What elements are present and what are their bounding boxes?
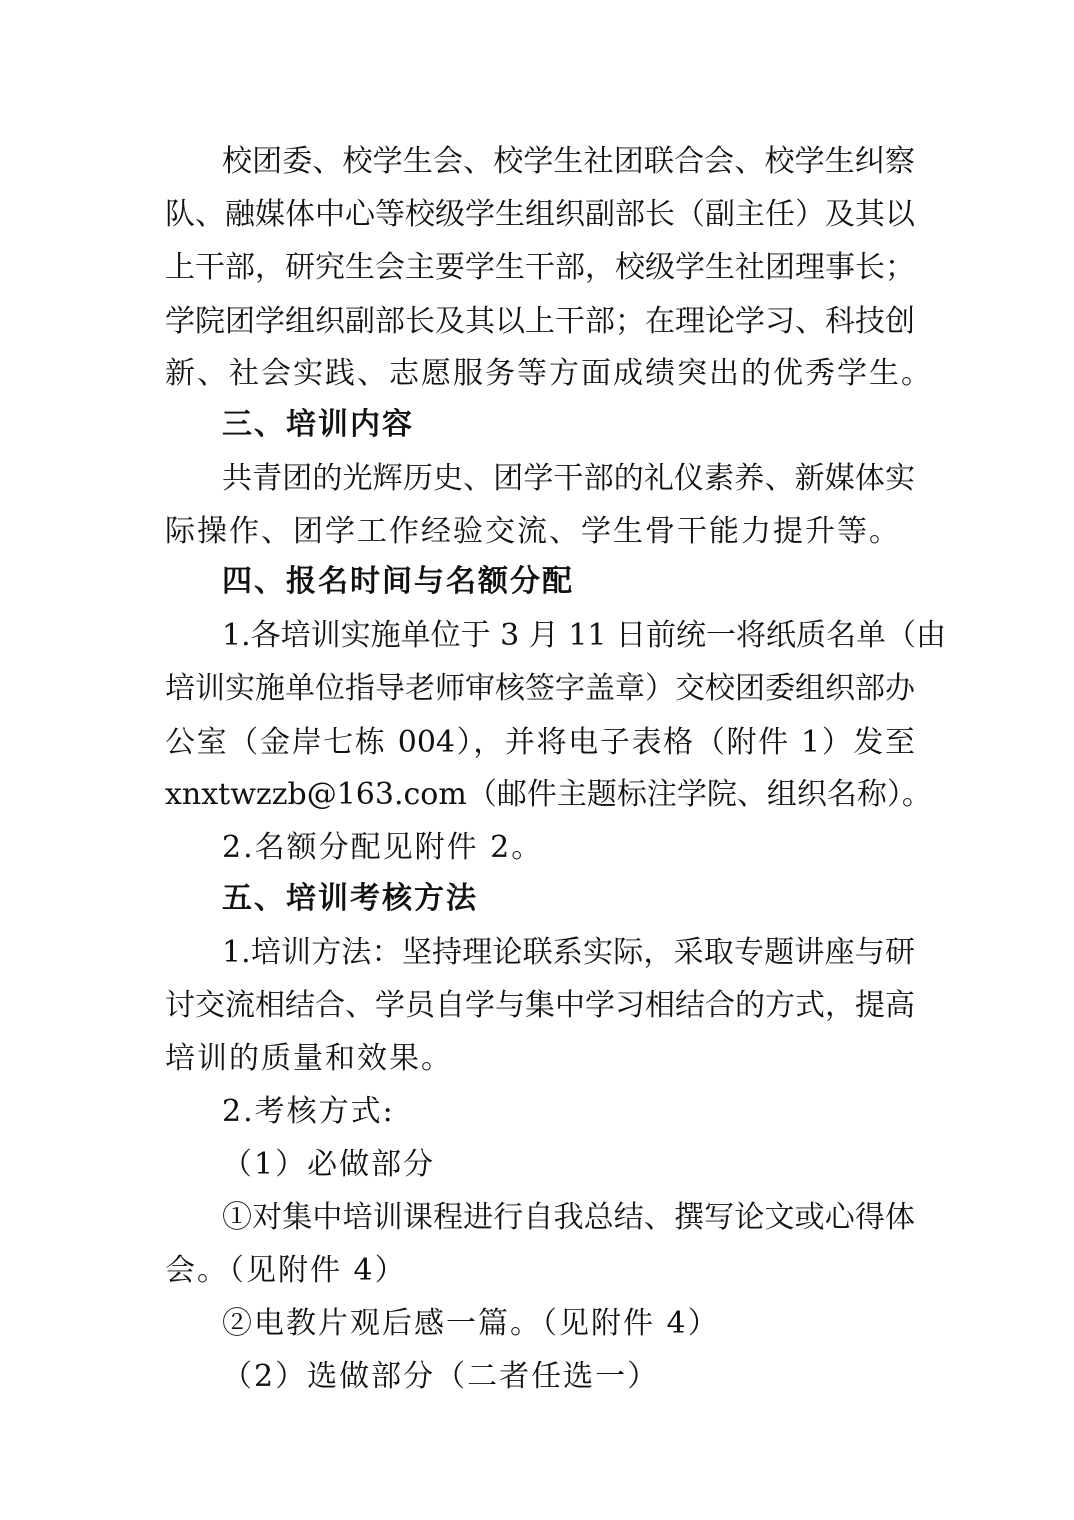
section-heading-4: 四、报名时间与名额分配	[222, 564, 574, 599]
paragraph-line-email: xnxtwzzb@163.com（邮件主题标注学院、组织名称）。	[165, 777, 932, 812]
paragraph-line: 培训的质量和效果。	[165, 1041, 453, 1076]
paragraph-line: （2）选做部分（二者任选一）	[222, 1359, 660, 1394]
paragraph-line: 2.考核方式:	[222, 1094, 395, 1129]
section-heading-5: 五、培训考核方法	[222, 881, 478, 916]
paragraph-line: 学院团学组织副部长及其以上干部；在理论学习、科技创	[165, 304, 915, 339]
paragraph-line: 际操作、团学工作经验交流、学生骨干能力提升等。	[165, 514, 901, 549]
paragraph-line: 上干部，研究生会主要学生干部，校级学生社团理事长；	[165, 250, 915, 285]
paragraph-line: 校团委、校学生会、校学生社团联合会、校学生纠察	[222, 144, 915, 179]
paragraph-line: ②电教片观后感一篇。（见附件 4）	[222, 1306, 720, 1341]
paragraph-line: 会。（见附件 4）	[165, 1253, 407, 1288]
paragraph-line: 讨交流相结合、学员自学与集中学习相结合的方式，提高	[165, 988, 915, 1023]
paragraph-line: 1.各培训实施单位于 3 月 11 日前统一将纸质名单（由	[222, 618, 947, 653]
paragraph-line: 新、社会实践、志愿服务等方面成绩突出的优秀学生。	[165, 356, 933, 391]
paragraph-line: 2.名额分配见附件 2。	[222, 830, 544, 865]
paragraph-line: ①对集中培训课程进行自我总结、撰写论文或心得体	[222, 1200, 915, 1235]
paragraph-line: 公室（金岸七栋 004），并将电子表格（附件 1）发至	[165, 725, 915, 760]
paragraph-line: （1）必做部分	[222, 1147, 436, 1182]
section-heading-3: 三、培训内容	[222, 407, 414, 442]
paragraph-line: 培训实施单位指导老师审核签字盖章）交校团委组织部办	[165, 671, 915, 706]
paragraph-line: 队、融媒体中心等校级学生组织副部长（副主任）及其以	[165, 197, 915, 232]
paragraph-line: 共青团的光辉历史、团学干部的礼仪素养、新媒体实	[222, 461, 915, 496]
paragraph-line: 1.培训方法：坚持理论联系实际，采取专题讲座与研	[222, 935, 915, 970]
